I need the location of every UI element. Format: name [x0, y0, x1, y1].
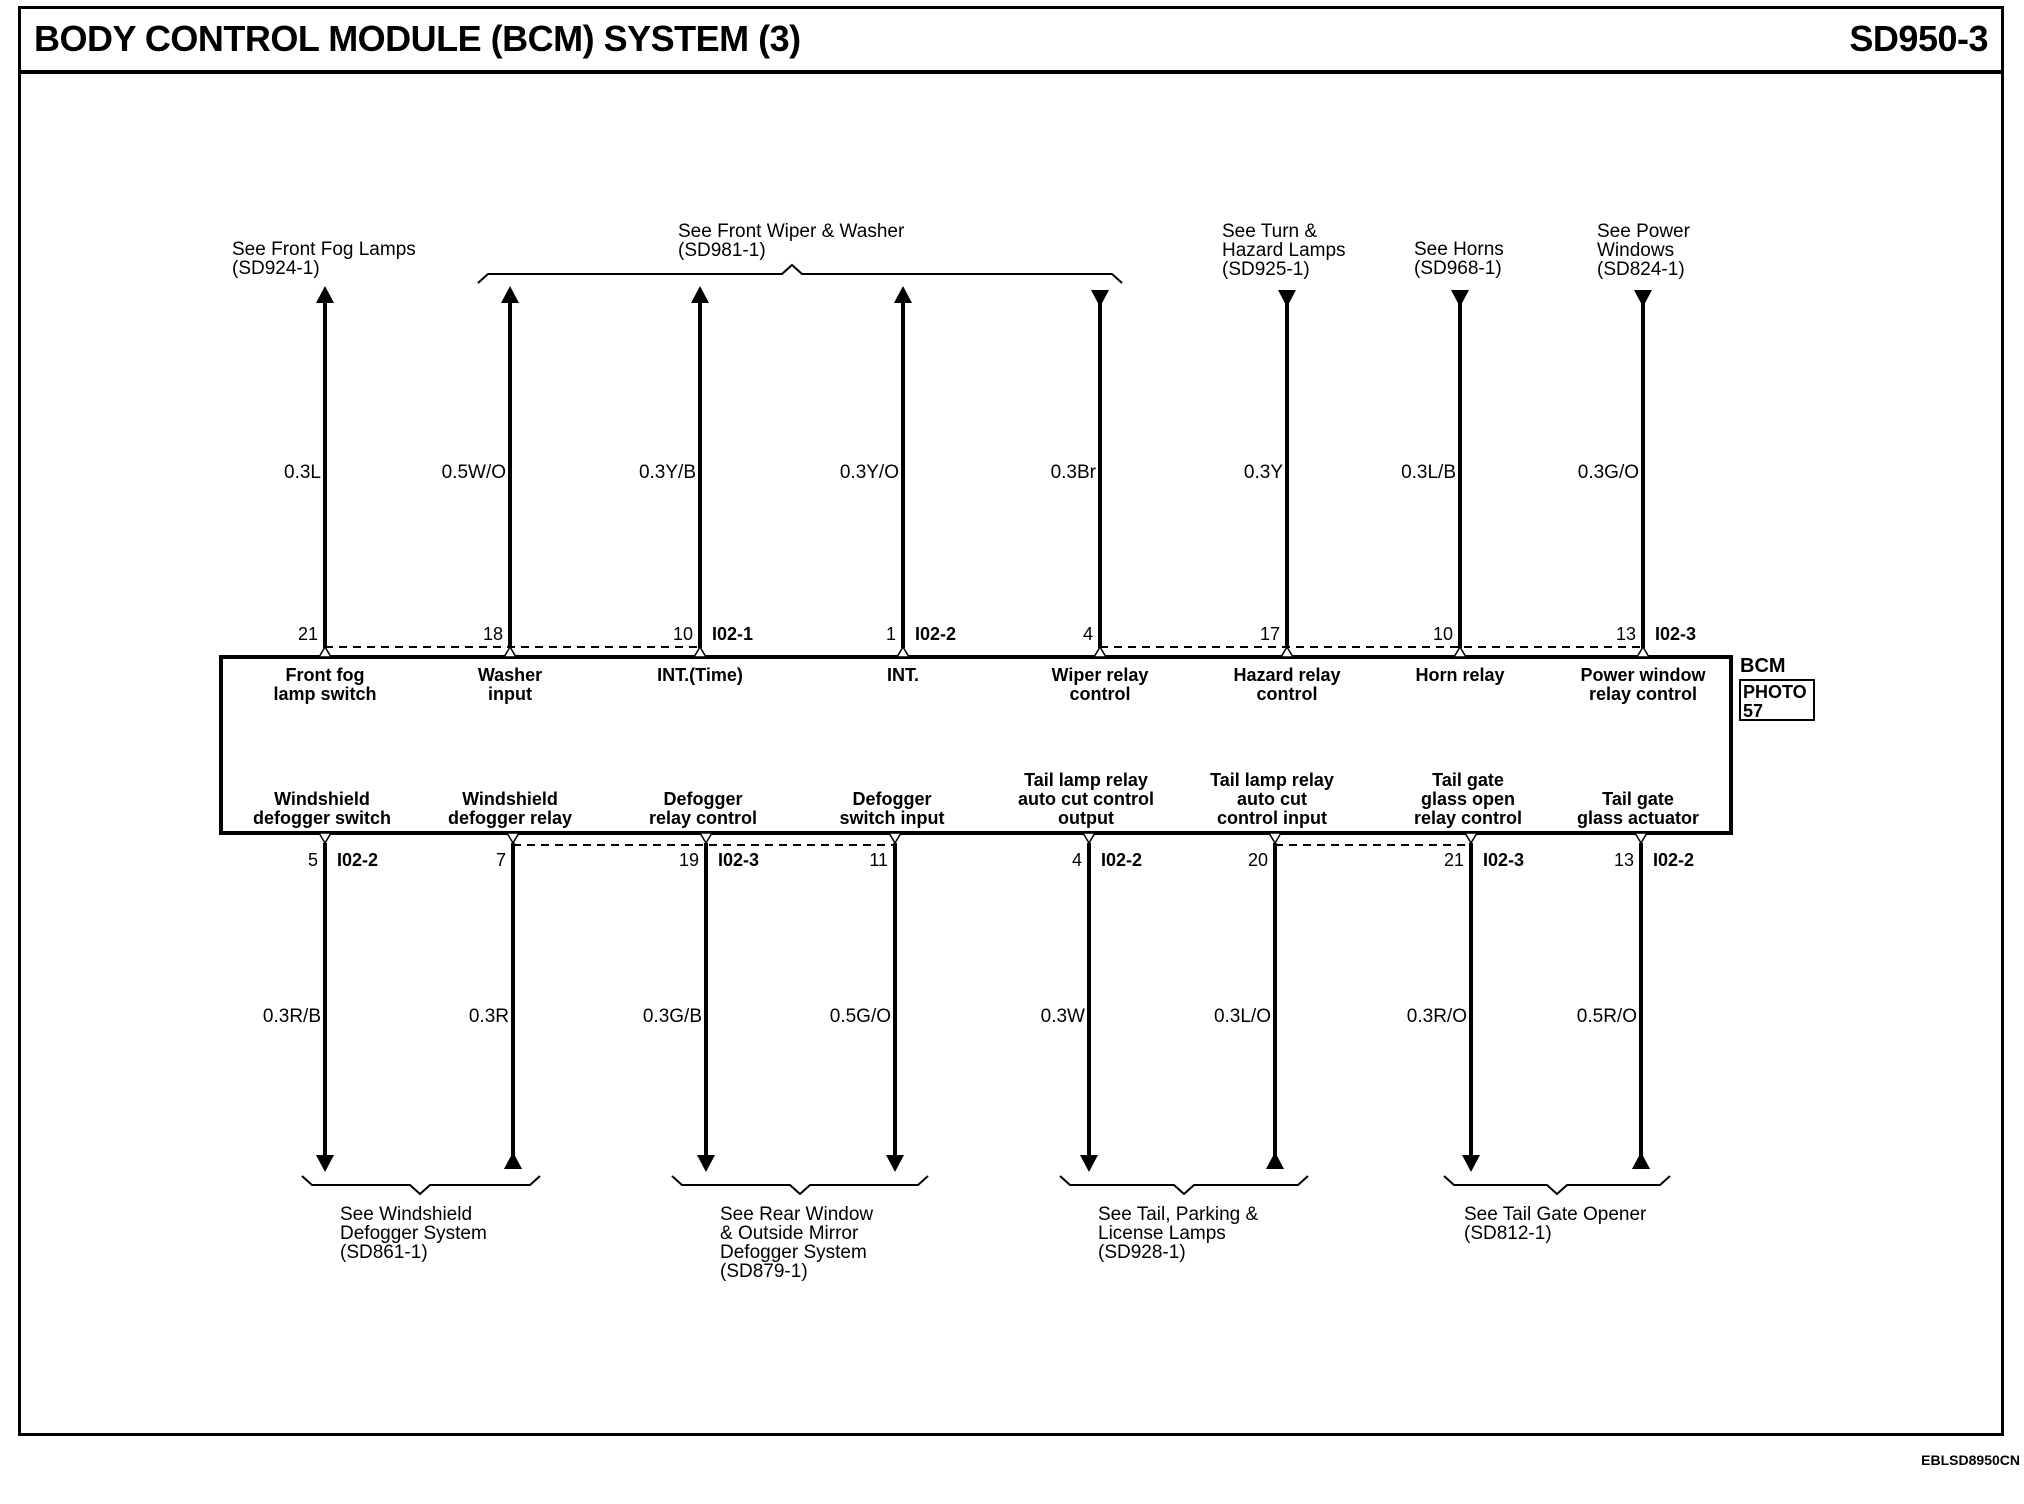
reference-text: See Windshield	[340, 1204, 473, 1225]
function-label: glass actuator	[1576, 808, 1700, 828]
arrow-down-icon	[1634, 290, 1652, 307]
top-wire	[840, 286, 956, 685]
function-label: Front fog	[285, 665, 365, 685]
wire-label: 0.3Y/B	[638, 462, 696, 483]
reference-text: & Outside Mirror	[720, 1223, 859, 1244]
arrow-up-icon	[691, 286, 709, 303]
arrow-down-icon	[1462, 1155, 1480, 1172]
arrow-up-icon	[501, 286, 519, 303]
pin-number: 11	[869, 850, 888, 870]
page-code: SD950-3	[1849, 18, 1988, 59]
connector-id: I02-3	[1483, 850, 1525, 870]
top-reference	[1414, 239, 1504, 279]
bottom-wire	[643, 789, 759, 1172]
function-label: Defogger	[852, 789, 932, 809]
wire-label: 0.3G/B	[642, 1006, 702, 1027]
reference-text: (SD824-1)	[1597, 259, 1685, 280]
reference-text: See Tail Gate Opener	[1464, 1204, 1647, 1225]
wire-label: 0.3G/O	[1577, 462, 1639, 483]
reference-text: See Horns	[1414, 239, 1504, 260]
reference-bracket	[672, 1176, 928, 1194]
reference-text: See Turn &	[1222, 221, 1318, 242]
pin-marker	[1269, 833, 1281, 843]
photo-ref-number: 57	[1743, 701, 1764, 721]
function-label: control	[1256, 684, 1318, 704]
connector-id: I02-2	[915, 624, 957, 644]
connector-id: I02-1	[712, 624, 754, 644]
function-label: input	[488, 684, 532, 704]
bottom-wire	[1407, 770, 1524, 1172]
pin-marker	[1083, 833, 1095, 843]
connector-id: I02-3	[1655, 624, 1697, 644]
reference-text: See Front Wiper & Washer	[678, 221, 905, 242]
function-label: Windshield	[462, 789, 558, 809]
reference-text: See Front Fog Lamps	[232, 239, 416, 260]
wire-label: 0.3L/O	[1213, 1006, 1271, 1027]
reference-bracket	[1444, 1176, 1670, 1194]
arrow-down-icon	[697, 1155, 715, 1172]
wire-label: 0.3R/B	[262, 1006, 321, 1027]
pin-marker	[897, 647, 909, 657]
wire-label: 0.5W/O	[441, 462, 506, 483]
arrow-down-icon	[1451, 290, 1469, 307]
pin-number: 17	[1259, 624, 1280, 644]
bottom-reference	[1098, 1204, 1259, 1263]
pin-marker	[1454, 647, 1466, 657]
function-label: auto cut	[1237, 789, 1307, 809]
reference-bracket	[478, 265, 1122, 283]
wire-label: 0.3Y/O	[839, 462, 899, 483]
reference-text: Hazard Lamps	[1222, 240, 1346, 261]
function-label: switch input	[839, 808, 945, 828]
reference-text: (SD981-1)	[678, 240, 766, 261]
document-code: EBLSD8950CN	[1921, 1452, 2020, 1468]
top-reference	[1597, 221, 1691, 280]
bottom-wire	[253, 789, 391, 1172]
pin-marker	[1637, 647, 1649, 657]
function-label: glass open	[1420, 789, 1516, 809]
pin-number: 10	[1432, 624, 1453, 644]
top-wire	[1051, 290, 1149, 704]
arrow-up-icon	[316, 286, 334, 303]
bottom-reference	[720, 1204, 873, 1282]
bottom-wire	[1018, 770, 1154, 1172]
function-label: output	[1058, 808, 1114, 828]
reference-text: Defogger System	[720, 1242, 867, 1263]
pin-marker	[504, 647, 516, 657]
pin-marker	[694, 647, 706, 657]
pin-marker	[1465, 833, 1477, 843]
arrow-down-icon	[1278, 290, 1296, 307]
function-label: auto cut control	[1018, 789, 1154, 809]
arrow-down-icon	[1080, 1155, 1098, 1172]
arrow-up-icon	[504, 1152, 522, 1169]
function-label: control input	[1217, 808, 1327, 828]
reference-text: (SD812-1)	[1464, 1223, 1552, 1244]
wire-label: 0.3W	[1040, 1006, 1085, 1027]
top-reference	[232, 239, 416, 279]
arrow-down-icon	[316, 1155, 334, 1172]
pin-marker	[1094, 647, 1106, 657]
pin-marker	[700, 833, 712, 843]
reference-bracket	[302, 1176, 540, 1194]
reference-text: (SD861-1)	[340, 1242, 428, 1263]
reference-text: See Rear Window	[720, 1204, 874, 1225]
top-wire	[1233, 290, 1340, 704]
pin-number: 1	[885, 624, 896, 644]
function-label: Tail gate	[1602, 789, 1674, 809]
function-label: lamp switch	[273, 684, 377, 704]
reference-text: (SD879-1)	[720, 1261, 808, 1282]
function-label: Defogger	[663, 789, 743, 809]
connector-id: I02-2	[1653, 850, 1695, 870]
pin-number: 21	[1443, 850, 1464, 870]
wire-label: 0.3L	[284, 462, 321, 483]
wire-label: 0.3R	[468, 1006, 509, 1027]
top-reference	[1222, 221, 1346, 280]
pin-number: 13	[1615, 624, 1636, 644]
reference-text: License Lamps	[1098, 1223, 1226, 1244]
bottom-wire	[448, 789, 572, 1169]
arrow-up-icon	[1632, 1152, 1650, 1169]
photo-ref-label: PHOTO	[1743, 682, 1807, 702]
reference-text: See Tail, Parking &	[1098, 1204, 1259, 1225]
pin-marker	[319, 647, 331, 657]
bottom-reference	[340, 1204, 487, 1263]
pin-marker	[1635, 833, 1647, 843]
bottom-wires	[253, 770, 1699, 1172]
connector-id: I02-3	[718, 850, 760, 870]
bottom-wire	[830, 789, 945, 1172]
function-label: Tail lamp relay	[1210, 770, 1334, 790]
bottom-wire	[1577, 789, 1699, 1169]
function-label: Windshield	[274, 789, 370, 809]
reference-text: Defogger System	[340, 1223, 487, 1244]
wire-label: 0.3L/B	[1401, 462, 1456, 483]
pin-number: 13	[1613, 850, 1634, 870]
function-label: relay control	[1413, 808, 1523, 828]
wire-label: 0.5G/O	[829, 1006, 891, 1027]
wire-label: 0.3Y	[1243, 462, 1283, 483]
pin-number: 4	[1071, 850, 1082, 870]
wire-label: 0.5R/O	[1576, 1006, 1637, 1027]
top-wire	[273, 286, 376, 704]
arrow-down-icon	[1091, 290, 1109, 307]
pin-marker	[319, 833, 331, 843]
function-label: INT.(Time)	[657, 665, 743, 685]
function-label: Wiper relay	[1051, 665, 1149, 685]
connector-id: I02-2	[337, 850, 379, 870]
connector-id: I02-2	[1101, 850, 1143, 870]
function-label: Tail lamp relay	[1024, 770, 1148, 790]
wire-label: 0.3Br	[1050, 462, 1096, 483]
function-label: defogger switch	[252, 808, 392, 828]
wire-label: 0.3R/O	[1406, 1006, 1467, 1027]
pin-number: 7	[495, 850, 506, 870]
function-label: relay control	[1588, 684, 1698, 704]
pin-number: 4	[1082, 624, 1093, 644]
function-label: Hazard relay	[1233, 665, 1341, 685]
pin-number: 20	[1247, 850, 1268, 870]
reference-text: Windows	[1597, 240, 1675, 261]
pin-marker	[507, 833, 519, 843]
function-label: defogger relay	[447, 808, 573, 828]
reference-text: (SD924-1)	[232, 258, 320, 279]
pin-marker	[889, 833, 901, 843]
arrow-down-icon	[886, 1155, 904, 1172]
reference-text: (SD928-1)	[1098, 1242, 1186, 1263]
reference-text: (SD925-1)	[1222, 259, 1310, 280]
pin-number: 18	[482, 624, 503, 644]
arrow-up-icon	[894, 286, 912, 303]
bcm-module-name: BCM	[1740, 655, 1786, 677]
reference-text: (SD968-1)	[1414, 258, 1502, 279]
function-label: Power window	[1580, 665, 1706, 685]
pin-number: 21	[297, 624, 318, 644]
top-wire	[1578, 290, 1707, 704]
function-label: Washer	[477, 665, 543, 685]
function-label: control	[1069, 684, 1131, 704]
reference-bracket	[1060, 1176, 1308, 1194]
bottom-wire	[1210, 770, 1334, 1169]
function-label: Tail gate	[1432, 770, 1504, 790]
pin-number: 10	[672, 624, 693, 644]
arrow-up-icon	[1266, 1152, 1284, 1169]
pin-number: 5	[307, 850, 318, 870]
top-wires	[273, 286, 1706, 704]
page-title: BODY CONTROL MODULE (BCM) SYSTEM (3)	[34, 18, 801, 59]
reference-text: See Power	[1597, 221, 1690, 242]
function-label: INT.	[886, 665, 920, 685]
top-reference	[678, 221, 905, 261]
function-label: relay control	[648, 808, 758, 828]
top-wire	[639, 286, 753, 685]
top-wire	[1401, 290, 1504, 685]
pin-marker	[1281, 647, 1293, 657]
bottom-reference	[1464, 1204, 1647, 1244]
function-label: Horn relay	[1415, 665, 1505, 685]
reference-brackets	[302, 265, 1670, 1194]
top-wire	[442, 286, 543, 704]
pin-number: 19	[678, 850, 699, 870]
